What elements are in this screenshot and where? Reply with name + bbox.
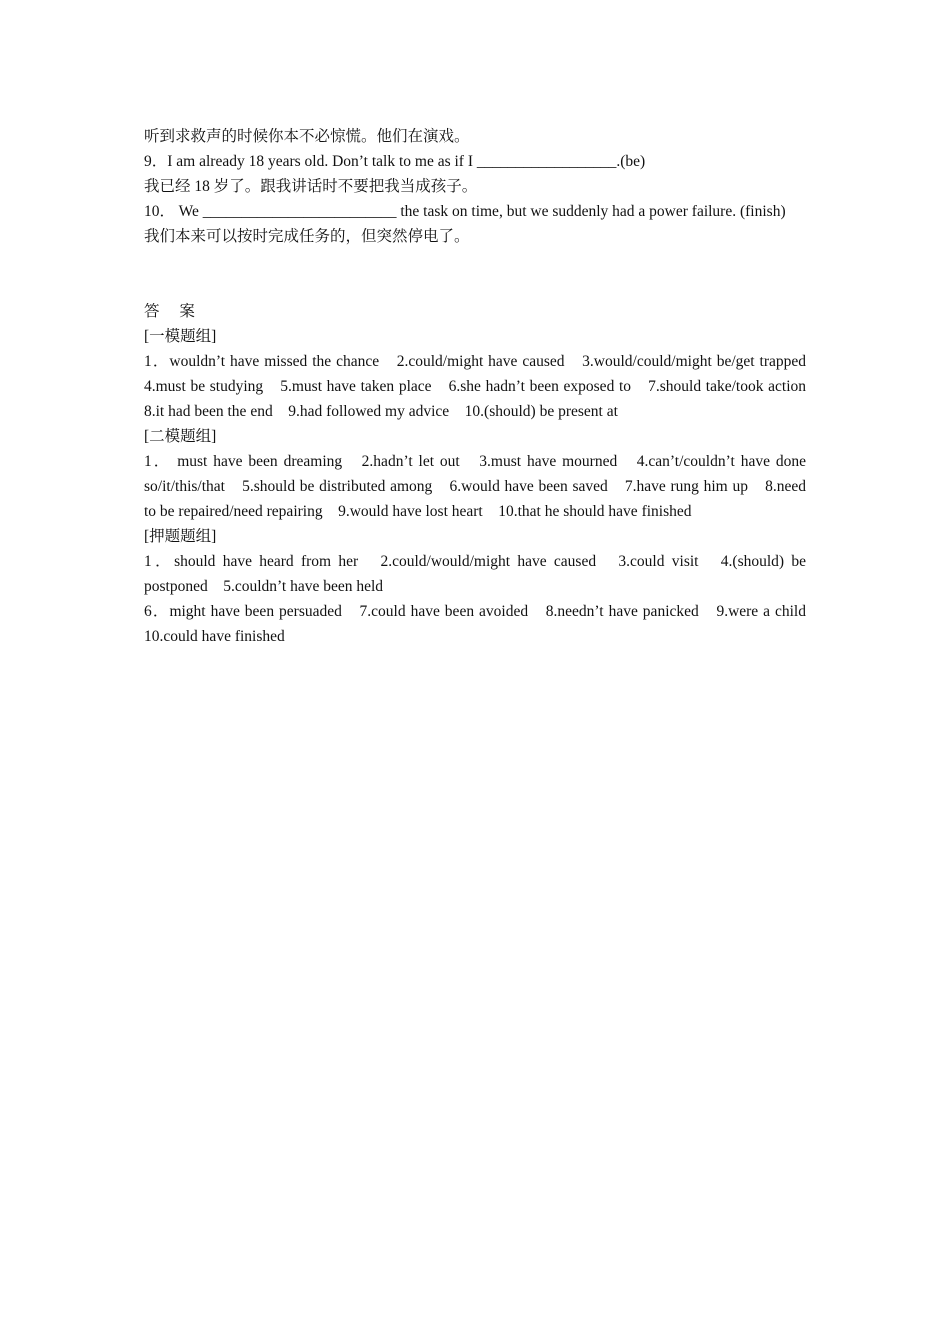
group2-answers: 1． must have been dreaming 2.hadn’t let out 3.must have mourned 4.can’t/couldn’t have done so/it/this/that 5.should be distributed among 6.would have been saved 7.have rung him up 8.need to be repaired/need repairing 9.would have lost heart 10.that he should have finished xyxy=(144,453,806,520)
question-9: 9．I am already 18 years old. Don’t talk to me as if I __________________.(be) xyxy=(144,153,646,170)
group2-label: [二模题组] xyxy=(144,428,217,445)
group3-answers-part1: 1．should have heard from her 2.could/would/might have caused 3.could visit 4.(should) be postponed 5.couldn’t have been held xyxy=(144,553,806,595)
answers-title: 答 案 xyxy=(144,303,203,320)
group3-answers-part2: 6．might have been persuaded 7.could have been avoided 8.needn’t have panicked 9.were a child 10.could have finished xyxy=(144,603,822,645)
group3-label: [押题题组] xyxy=(144,528,217,545)
spacer xyxy=(144,249,806,299)
document-page xyxy=(144,124,822,649)
top-translation: 听到求救声的时候你本不必惊慌。他们在演戏。 xyxy=(144,128,470,145)
question-10: 10． We _________________________ the task on time, but we suddenly had a power failure. (finish) xyxy=(144,203,786,220)
question-9-translation: 我已经 18 岁了。跟我讲话时不要把我当成孩子。 xyxy=(144,178,478,195)
group1-label: [一模题组] xyxy=(144,328,217,345)
question-10-translation: 我们本来可以按时完成任务的，但突然停电了。 xyxy=(144,228,470,245)
group1-answers: 1．wouldn’t have missed the chance 2.could/might have caused 3.would/could/might be/get trapped 4.must be studying 5.must have taken place 6.she hadn’t been exposed to 7.should take/took action 8.it had been the end 9.had followed my advice 10.(should) be present at xyxy=(144,353,822,420)
